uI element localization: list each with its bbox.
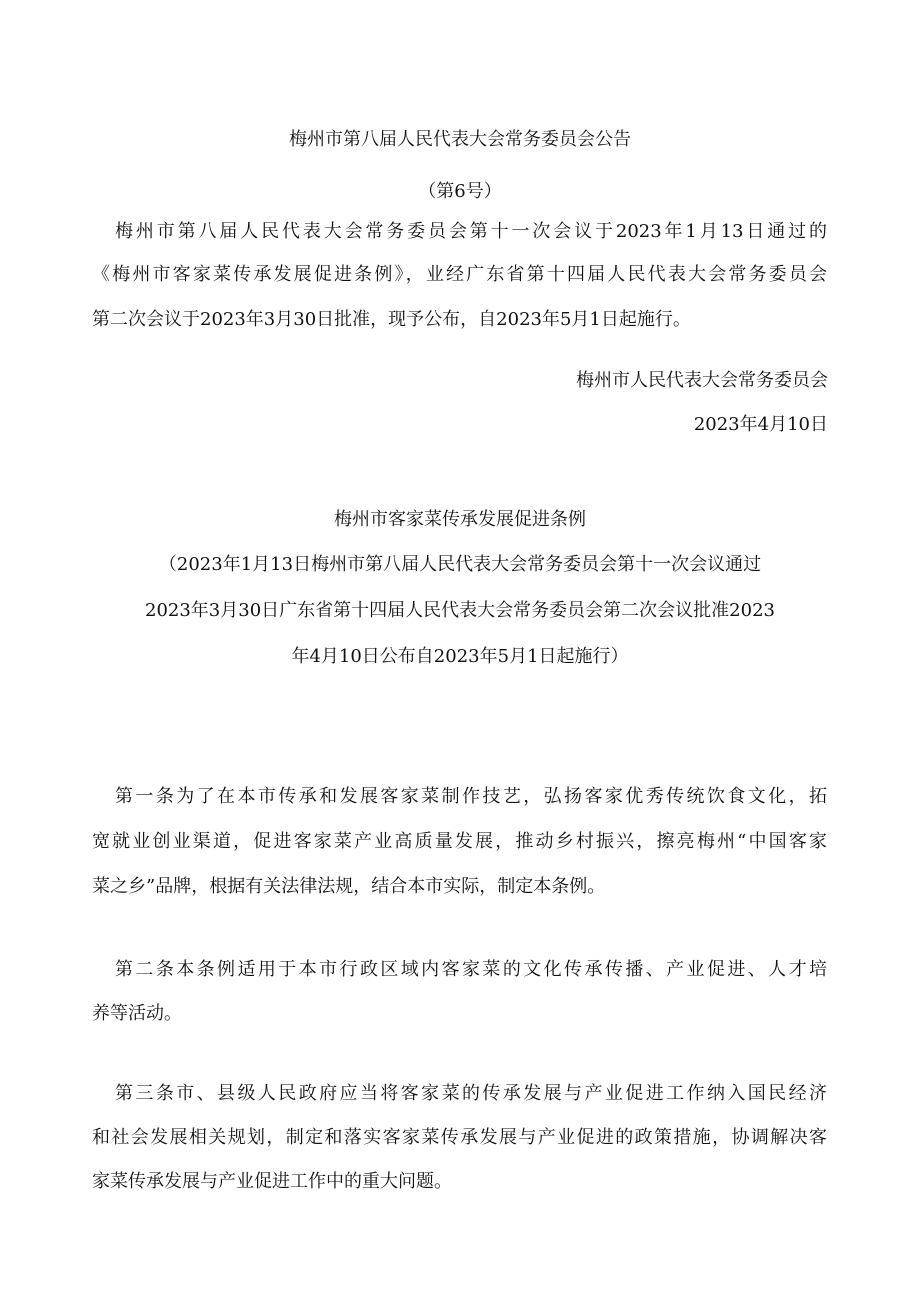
announcement-body-line: 《梅州市客家菜传承发展促进条例》，业经广东省第十四届人民代表大会常务委员会: [92, 264, 827, 285]
article-3-line: 和社会发展相关规划，制定和落实客家菜传承发展与产业促进的政策措施，协调解决客: [92, 1127, 827, 1148]
regulation-title: 梅州市客家菜传承发展促进条例: [334, 509, 586, 530]
article-1-line: 第一条为了在本市传承和发展客家菜制作技艺，弘扬客家优秀传统饮食文化，拓: [115, 786, 827, 807]
article-1-line: 菜之乡”品牌，根据有关法律法规，结合本市实际，制定本条例。: [92, 876, 606, 897]
article-3-line: 第三条市、县级人民政府应当将客家菜的传承发展与产业促进工作纳入国民经济: [115, 1083, 827, 1104]
article-3-line: 家菜传承发展与产业促进工作中的重大问题。: [92, 1171, 452, 1192]
article-2-line: 养等活动。: [92, 1003, 182, 1024]
announcement-signature: 梅州市人民代表大会常务委员会: [576, 370, 828, 391]
regulation-note-line: （2023年1月13日梅州市第八届人民代表大会常务委员会第十一次会议通过: [158, 554, 762, 575]
regulation-note-line: 2023年3月30日广东省第十四届人民代表大会常务委员会第二次会议批准2023: [145, 600, 775, 621]
announcement-body-line: 梅州市第八届人民代表大会常务委员会第十一次会议于2023年1月13日通过的: [115, 221, 827, 242]
announcement-body-line: 第二次会议于2023年3月30日批准，现予公布，自2023年5月1日起施行。: [92, 309, 691, 330]
regulation-note-line: 年4月10日公布自2023年5月1日起施行）: [291, 646, 629, 667]
article-2-line: 第二条本条例适用于本市行政区域内客家菜的文化传承传播、产业促进、人才培: [115, 959, 827, 980]
announcement-date: 2023年4月10日: [693, 414, 828, 435]
announcement-number: （第6号）: [418, 181, 502, 202]
article-1-line: 宽就业创业渠道，促进客家菜产业高质量发展，推动乡村振兴，擦亮梅州“中国客家: [92, 831, 827, 852]
announcement-title: 梅州市第八届人民代表大会常务委员会公告: [289, 129, 631, 150]
